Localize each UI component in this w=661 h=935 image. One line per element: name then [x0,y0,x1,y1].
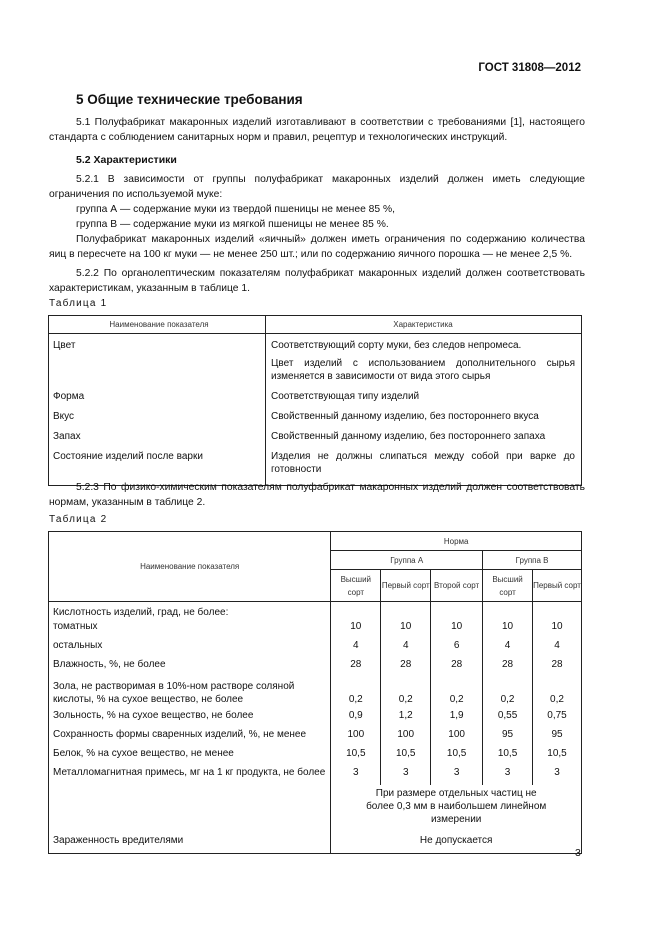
table-organoleptic [48,315,582,486]
table-row: томатных 10 10 10 10 10 [49,620,582,639]
table2-header-norm: Норма [331,532,582,551]
table-row [49,785,582,830]
grade-header: Первый сорт [381,570,431,602]
grade-header: Высший сорт [331,570,381,602]
table-row: Зараженность вредителями Не допускается [49,830,582,854]
table1-caption: Таблица 1 [49,298,108,309]
egg-paragraph: Полуфабрикат макаронных изделий «яичный» должен иметь ограничения по содержанию количества яиц в пересчете на 100 кг муки — не менее 250 шт.; или по содержанию яичного порошка — не менее 2,5 %. [49,234,585,260]
table2-caption: Таблица 2 [49,514,108,525]
table-row: Состояние изделий после варки Изделия не должны слипаться между собой при варке до готовности [49,443,582,486]
table-row: Вкус Свойственный данному изделию, без постороннего вкуса [49,403,582,423]
table-row: Металломагнитная примесь, мг на 1 кг продукта, не более 3 3 3 3 3 [49,766,582,785]
table-row: Сохранность формы сваренных изделий, %, не менее 100 100 100 95 95 [49,728,582,747]
page-number: 3 [575,847,581,859]
paragraph-5-2-1: 5.2.1 В зависимости от группы полуфабрикат макаронных изделий должен иметь следующие ограничения по используемой муке: [49,174,585,200]
paragraph-5-2-3: 5.2.3 По физико-химическим показателям полуфабрикат макаронных изделий должен соответствовать нормам, указанным в таблице 2. [49,482,585,508]
table-row: Зольность, % на сухое вещество, не более 0,9 1,2 1,9 0,55 0,75 [49,709,582,728]
table-row: Запах Свойственный данному изделию, без постороннего запаха [49,423,582,443]
table-row: Влажность, %, не более 28 28 28 28 28 [49,658,582,677]
grade-header: Высший сорт [483,570,533,602]
table-row: Зола, не растворимая в 10%-ном растворе соляной кислоты, % на сухое вещество, не более 0,2 0,2 0,2 0,2 0,2 [49,677,582,709]
table-row: остальных 4 4 6 4 4 [49,639,582,658]
group-b-line: группа В — содержание муки из мягкой пшеницы не менее 85 %. [76,219,389,230]
group-a-line: группа А — содержание муки из твердой пшеницы не менее 85 %, [76,204,396,215]
table1-header-characteristic: Характеристика [266,316,582,334]
table2-group-b: Группа В [483,551,582,570]
table-row: Цвет изделий с использованием дополнительного сырья изменяется в зависимости от вида этого сырья [49,352,582,383]
table-row: Форма Соответствующая типу изделий [49,383,582,403]
grade-header: Первый сорт [533,570,582,602]
table2-group-a: Группа А [331,551,483,570]
subsection-title-5-2: 5.2 Характеристики [76,154,177,166]
table-physicochemical [48,531,582,854]
table-row: Кислотность изделий, град, не более: [49,602,582,621]
table-row: Цвет Соответствующий сорту муки, без следов непромеса. [49,334,582,353]
pests-value: Не допускается [419,835,493,846]
section-title: 5 Общие технические требования [76,92,303,107]
table-row: Белок, % на сухое вещество, не менее 10,5 10,5 10,5 10,5 10,5 [49,747,582,766]
paragraph-5-1: 5.1 Полуфабрикат макаронных изделий изготавливают в соответствии с требованиями [1], настоящего стандарта с соблюдением санитарных норм и правил, рецептур и технологических инструкций. [49,117,585,143]
paragraph-5-2-2: 5.2.2 По органолептическим показателям полуфабрикат макаронных изделий должен соответствовать характеристикам, указанным в таблице 1. [49,268,585,294]
table2-header-name: Наименование показателя [49,532,331,602]
metal-note: При размере отдельных частиц не более 0,3 мм в наибольшем линейном измерении [366,788,547,825]
grade-header: Второй сорт [431,570,483,602]
table1-header-name: Наименование показателя [49,316,266,334]
document-header: ГОСТ 31808—2012 [478,62,581,74]
